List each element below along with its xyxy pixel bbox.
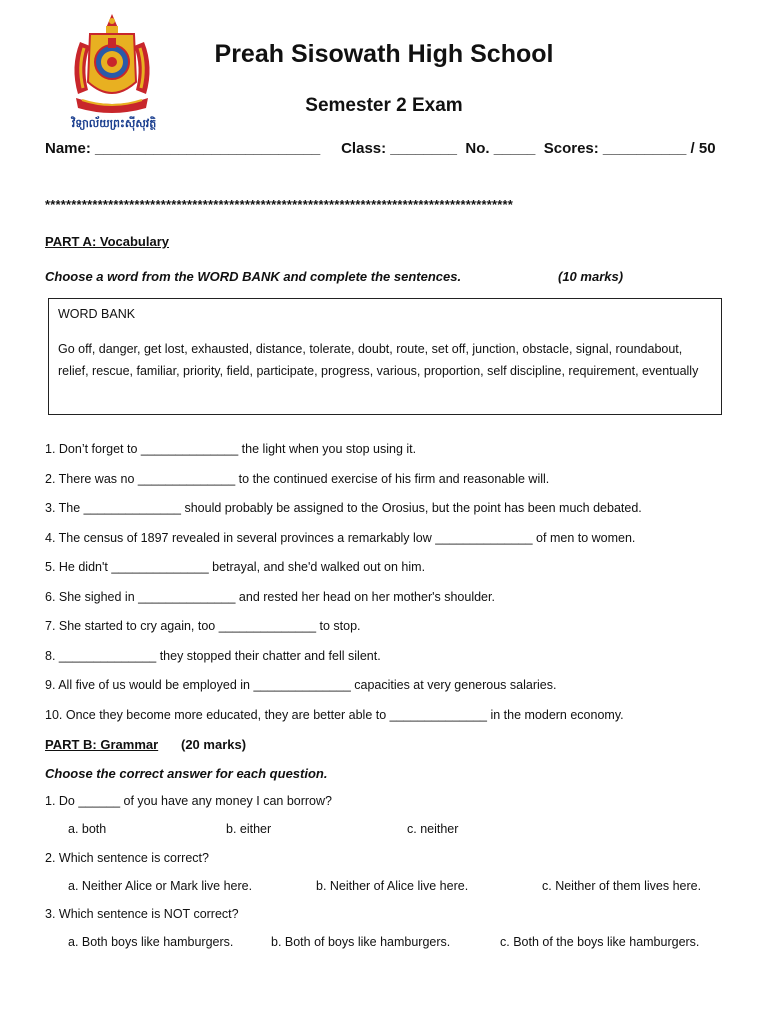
part-a-heading: PART A: Vocabulary [45, 234, 170, 249]
vocab-question: 2. There was no ______________ to the continued exercise of his firm and reasonable will. [45, 472, 550, 486]
answer-option: c. Both of the boys like hamburgers. [500, 935, 700, 949]
part-a-instruction: Choose a word from the WORD BANK and complete the sentences. [45, 269, 462, 284]
vocab-question: 4. The census of 1897 revealed in several provinces a remarkably low ______________ of men to women. [45, 531, 636, 545]
answer-option: b. Neither of Alice live here. [316, 879, 469, 893]
vocab-question: 6. She sighed in ______________ and rested her head on her mother's shoulder. [45, 590, 495, 604]
word-bank-title: WORD BANK [58, 307, 136, 321]
answer-option: b. Both of boys like hamburgers. [271, 935, 451, 949]
exam-title-text: Semester 2 Exam [305, 95, 463, 116]
vocab-question: 10. Once they become more educated, they are better able to ______________ in the modern economy. [45, 708, 624, 722]
logo-caption: វិទ្យាល័យព្រះស៊ីសុវត្ថិ [71, 118, 157, 130]
grammar-question: 2. Which sentence is correct? [45, 851, 209, 865]
part-b-instruction: Choose the correct answer for each question. [45, 766, 328, 781]
separator-line: ***************************************************************************************** [45, 197, 514, 212]
vocab-question: 1. Don’t forget to ______________ the light when you stop using it. [45, 442, 417, 456]
grammar-question: 3. Which sentence is NOT correct? [45, 907, 239, 921]
vocab-question: 7. She started to cry again, too ______________ to stop. [45, 619, 361, 633]
word-bank-words: Go off, danger, get lost, exhausted, distance, tolerate, doubt, route, set off, junction, obstacle, signal, roundabout, relief, rescue, familiar, priority, field, participate, progress, various, proportion, self discipline, requirement, eventually [58, 342, 699, 378]
vocab-question: 3. The ______________ should probably be assigned to the Orosius, but the point has been much debated. [45, 501, 642, 515]
part-b-heading: PART B: Grammar [45, 737, 159, 752]
part-b-marks: (20 marks) [181, 737, 247, 752]
school-name [0, 40, 768, 69]
answer-option: a. Both boys like hamburgers. [68, 935, 234, 949]
answer-option: b. either [226, 822, 272, 836]
vocab-question: 8. ______________ they stopped their chatter and fell silent. [45, 649, 381, 663]
answer-option: c. neither [407, 822, 459, 836]
student-info-line: Name: ___________________________ Class: ________ No. _____ Scores: __________ / 50 [45, 140, 716, 157]
answer-option: c. Neither of them lives here. [542, 879, 702, 893]
grammar-question: 1. Do ______ of you have any money I can borrow? [45, 794, 332, 808]
answer-option: a. both [68, 822, 107, 836]
school-name-text: Preah Sisowath High School [214, 40, 554, 68]
word-bank-box [48, 298, 722, 415]
part-a-marks: (10 marks) [558, 269, 624, 284]
exam-title [0, 95, 768, 117]
vocab-question: 5. He didn't ______________ betrayal, and she'd walked out on him. [45, 560, 426, 574]
answer-option: a. Neither Alice or Mark live here. [68, 879, 253, 893]
vocab-question: 9. All five of us would be employed in ______________ capacities at very generous salaries. [45, 678, 557, 692]
